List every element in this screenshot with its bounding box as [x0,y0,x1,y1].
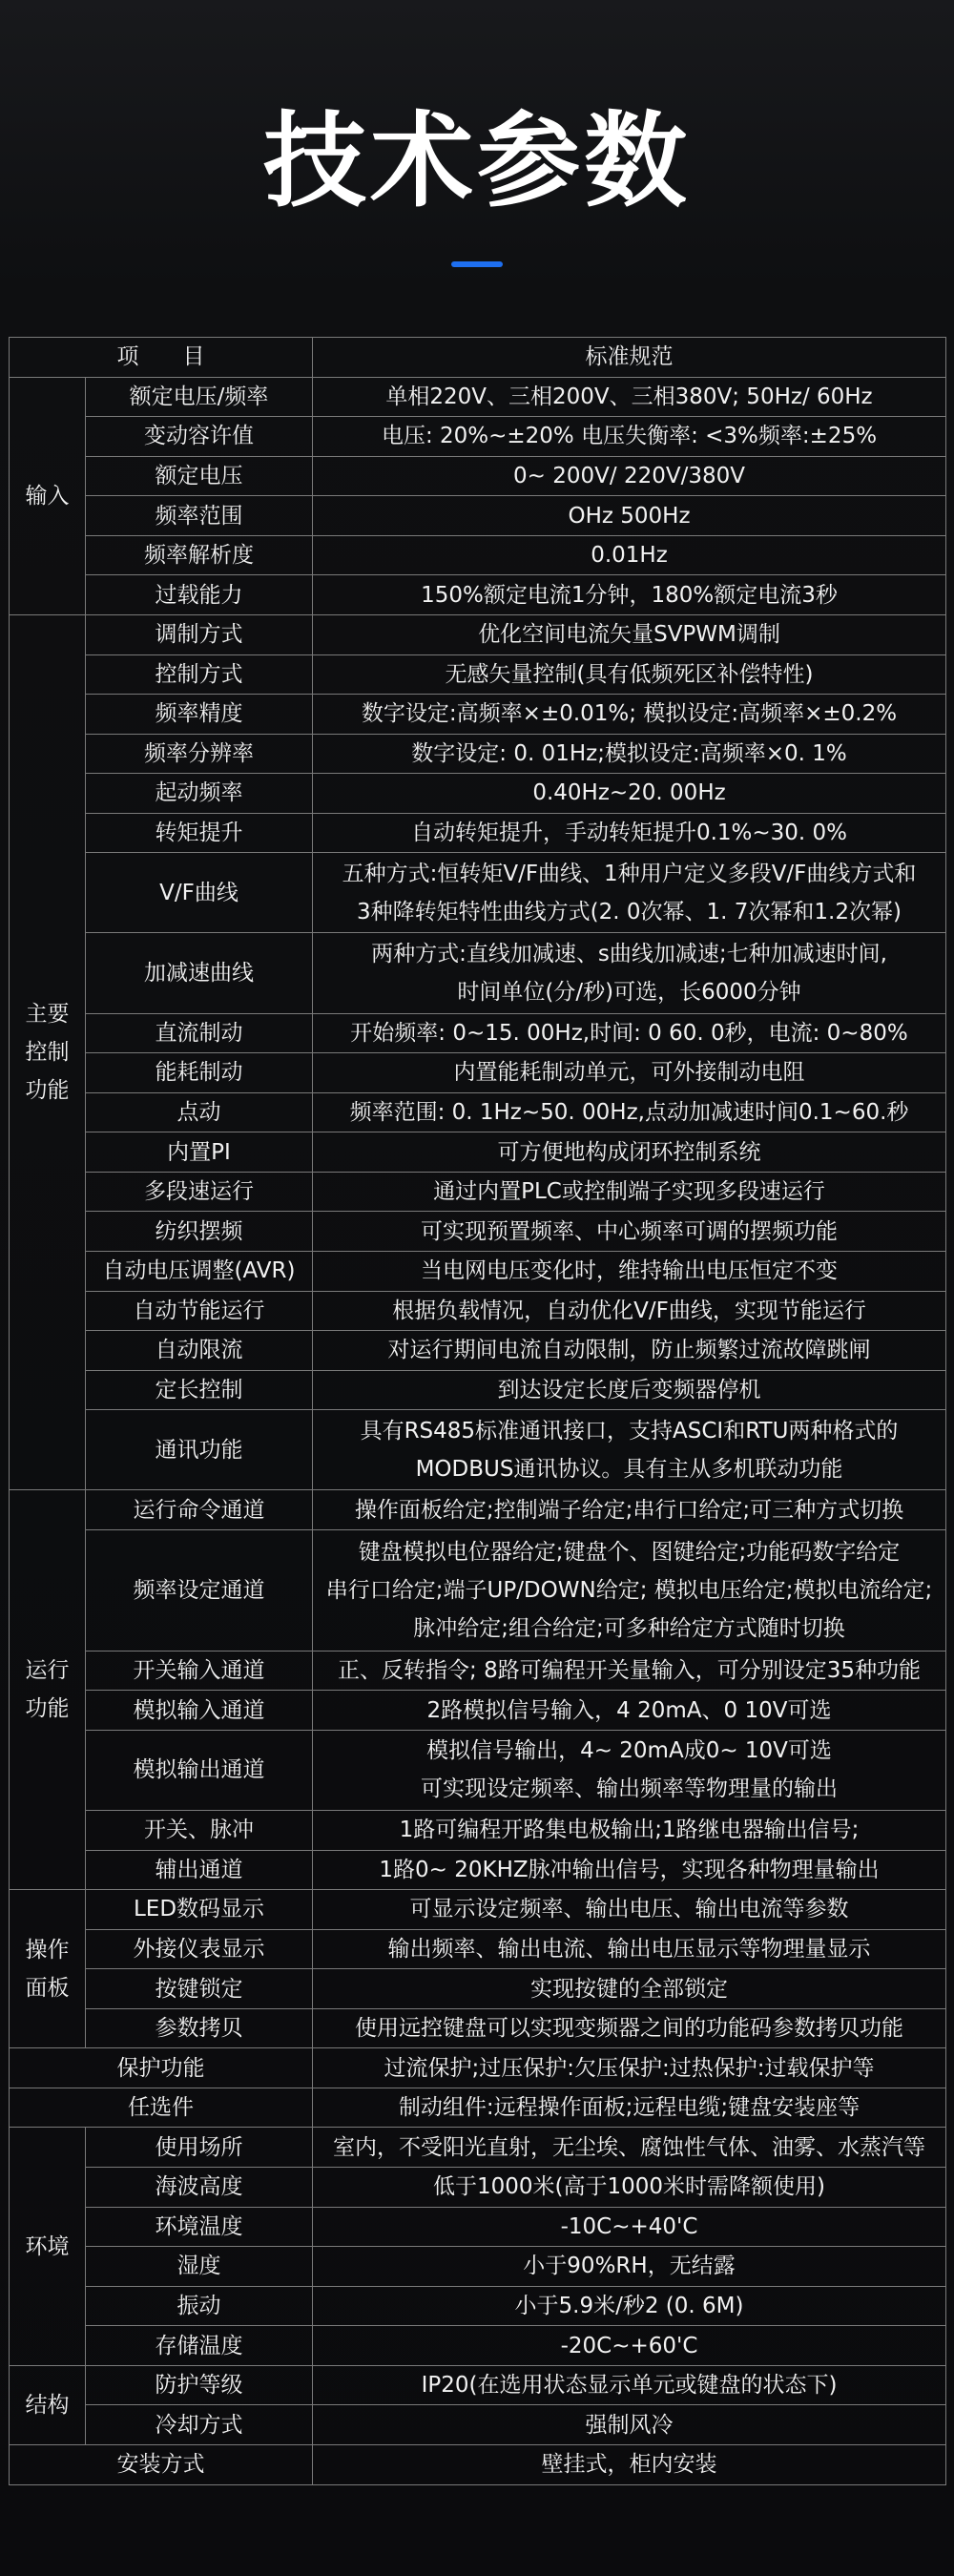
row-label: 冷却方式 [86,2405,313,2445]
row-value [313,417,946,457]
row-value [313,614,946,654]
category-cell [10,1490,86,1890]
table-row [10,654,946,695]
row-value [313,377,946,417]
value-line: 内置能耗制动单元，可外接制动电阻 [453,1060,805,1086]
value-line: 到达设定长度后变频器停机 [497,1377,761,1402]
row-value [313,1850,946,1890]
value-line: -10C~+40'C [560,2213,698,2239]
table-row [10,1890,946,1930]
table-row [10,575,946,615]
row-label: 点动 [86,1092,313,1132]
value-line: 1路0~ 20KHZ脉冲输出信号，实现各种物理量输出 [379,1857,880,1882]
value-line: 串行口给定;端子UP/DOWN给定; 模拟电压给定;模拟电流给定; [325,1577,933,1603]
row-value [313,2286,946,2326]
row-value [313,1132,946,1173]
value-line: IP20(在选用状态显示单元或键盘的状态下) [421,2373,838,2399]
row-label: 起动频率 [86,774,313,814]
row-label: 开关、脉冲 [86,1810,313,1850]
row-value [313,1810,946,1850]
value-line: 1路可编程开路集电极输出;1路继电器输出信号; [399,1818,860,1843]
page-title: 技术参数 [262,102,691,221]
table-row [10,2048,946,2088]
category-label: 主要 [25,1002,70,1028]
value-line: 室内，不受阳光直射，无尘埃、腐蚀性气体、油雾、水蒸汽等 [333,2134,925,2160]
row-value [313,535,946,575]
row-value [313,1929,946,1969]
table-row [10,1529,946,1651]
row-value [313,2168,946,2208]
row-label: 直流制动 [86,1013,313,1053]
spec-table [9,337,946,2485]
value-line: 使用远控键盘可以实现变频器之间的功能码参数拷贝功能 [355,2016,903,2042]
row-label: 频率分辨率 [86,734,313,774]
row-value [313,1331,946,1371]
row-value [313,1172,946,1212]
table-row [10,2168,946,2208]
value-line: 开始频率: 0~15. 00Hz,时间: 0 60. 0秒，电流: 0~80% [350,1020,908,1046]
row-value [313,813,946,853]
row-label: 按键锁定 [86,1969,313,2009]
value-line: 数字设定: 0. 01Hz;模拟设定:高频率×0. 1% [411,740,847,766]
value-line: 3种降转矩特性曲线方式(2. 0次幂、1. 7次幂和1.2次幂) [357,899,902,924]
row-label: 频率解析度 [86,535,313,575]
row-value [313,853,946,933]
row-label: 开关输入通道 [86,1651,313,1691]
row-label: 辅出通道 [86,1850,313,1890]
row-value [313,2008,946,2048]
table-row [10,2326,946,2366]
value-line: 脉冲给定;组合给定;可多种给定方式随时切换 [413,1615,845,1641]
value-line: 过流保护;过压保护:欠压保护:过热保护:过载保护等 [384,2055,875,2081]
value-line: 0.01Hz [591,543,668,569]
value-line: 实现按键的全部锁定 [530,1976,728,2002]
table-row [10,695,946,735]
category-cell [10,614,86,1489]
table-row [10,2286,946,2326]
value-line: 可实现预置频率、中心频率可调的摆频功能 [421,1218,838,1244]
value-line: MODBUS通讯协议。具有主从多机联动功能 [415,1456,843,1482]
table-row [10,2088,946,2128]
row-value [313,734,946,774]
table-row [10,813,946,853]
category-label: 输入 [25,483,70,509]
row-label: 额定电压/频率 [86,377,313,417]
value-line: 0~ 200V/ 220V/380V [513,463,745,488]
table-row [10,1092,946,1132]
value-line: 通过内置PLC或控制端子实现多段速运行 [433,1179,825,1205]
row-label: 模拟输入通道 [86,1691,313,1731]
row-value [313,1529,946,1651]
value-line: 小于90%RH，无结露 [523,2254,736,2279]
table-row [10,853,946,933]
table-row [10,2405,946,2445]
table-row [10,1013,946,1053]
value-line: 强制风冷 [585,2412,674,2438]
table-row [10,1212,946,1252]
row-label: 过载能力 [86,575,313,615]
table-row [10,614,946,654]
table-row [10,774,946,814]
category-label: 功能 [25,1078,70,1104]
value-line: 具有RS485标准通讯接口，支持ASCI和RTU两种格式的 [360,1418,899,1444]
category-label: 操作 [25,1937,70,1963]
row-label: 任选件 [10,2088,313,2128]
table-row [10,1410,946,1490]
value-line: 自动转矩提升，手动转矩提升0.1%~30. 0% [410,821,848,846]
category-cell [10,1890,86,2048]
table-row [10,2207,946,2247]
value-line: 当电网电压变化时，维持输出电压恒定不变 [421,1258,838,1284]
row-value [313,1890,946,1930]
category-label: 运行 [25,1658,70,1684]
category-label: 面板 [25,1975,70,2001]
row-label: 通讯功能 [86,1410,313,1490]
row-label: 定长控制 [86,1370,313,1410]
row-value [313,1370,946,1410]
value-line: 对运行期间电流自动限制，防止频繁过流故障跳闸 [387,1338,871,1363]
category-label: 结构 [25,2392,70,2418]
row-label: 振动 [86,2286,313,2326]
row-value [313,1013,946,1053]
row-label: 自动电压调整(AVR) [86,1252,313,1292]
row-label: 外接仪表显示 [86,1929,313,1969]
row-value [313,2444,946,2484]
row-label: 模拟输出通道 [86,1730,313,1810]
table-row [10,734,946,774]
table-row [10,1331,946,1371]
table-row [10,1929,946,1969]
value-line: 制动组件:远程操作面板;远程电缆;键盘安装座等 [398,2095,861,2121]
row-label: 纺织摆频 [86,1212,313,1252]
value-line: 正、反转指令; 8路可编程开关量输入，可分别设定35种功能 [338,1657,921,1683]
value-line: 可实现设定频率、输出频率等物理量的输出 [421,1776,838,1802]
row-label: 加减速曲线 [86,933,313,1013]
row-value [313,1252,946,1292]
value-line: 150%额定电流1分钟，180%额定电流3秒 [421,582,838,608]
row-label: 转矩提升 [86,813,313,853]
table-row [10,535,946,575]
table-row [10,417,946,457]
row-label: 湿度 [86,2247,313,2287]
table-row [10,456,946,496]
row-value [313,1730,946,1810]
category-cell [10,2365,86,2444]
row-value [313,2326,946,2366]
row-label: LED数码显示 [86,1890,313,1930]
table-row [10,933,946,1013]
category-label: 控制 [25,1040,70,1066]
row-label: 自动节能运行 [86,1291,313,1331]
value-line: 时间单位(分/秒)可选，长6000分钟 [457,980,801,1006]
row-label: 多段速运行 [86,1172,313,1212]
row-value [313,1651,946,1691]
row-value [313,654,946,695]
row-label: 海波高度 [86,2168,313,2208]
value-line: 优化空间电流矢量SVPWM调制 [478,622,780,648]
row-value [313,496,946,536]
value-line: 模拟信号输出，4~ 20mA成0~ 10V可选 [426,1738,832,1764]
value-line: 无感矢量控制(具有低频死区补偿特性) [445,661,814,687]
row-label: 防护等级 [86,2365,313,2405]
value-line: 两种方式:直线加减速、s曲线加减速;七种加减速时间, [371,942,887,967]
row-value [313,695,946,735]
table-header-row [10,338,946,378]
table-row [10,1370,946,1410]
row-value [313,575,946,615]
value-line: 操作面板给定;控制端子给定;串行口给定;可三种方式切换 [354,1497,904,1523]
table-row [10,1490,946,1530]
table-row [10,1132,946,1173]
row-value [313,2365,946,2405]
value-line: 根据负载情况，自动优化V/F曲线，实现节能运行 [392,1298,866,1323]
header-item: 项 目 [10,338,313,378]
value-line: 壁挂式，柜内安装 [541,2452,717,2478]
row-value [313,1092,946,1132]
row-label: 额定电压 [86,456,313,496]
row-label: 变动容许值 [86,417,313,457]
table-row [10,1291,946,1331]
row-value [313,1691,946,1731]
row-label: 自动限流 [86,1331,313,1371]
row-label: 控制方式 [86,654,313,695]
value-line: -20C~+60'C [560,2333,698,2358]
table-row [10,2444,946,2484]
row-label: 使用场所 [86,2128,313,2168]
value-line: 单相220V、三相200V、三相380V; 50Hz/ 60Hz [385,384,873,409]
value-line: 2路模拟信号输入，4 20mA、0 10V可选 [426,1697,832,1723]
table-row [10,2128,946,2168]
table-row [10,1172,946,1212]
value-line: 低于1000米(高于1000米时需降额使用) [432,2174,825,2200]
value-line: 频率范围: 0. 1Hz~50. 00Hz,点动加减速时间0.1~60.秒 [349,1100,909,1126]
table-row [10,2008,946,2048]
header-spec: 标准规范 [313,338,946,378]
value-line: 小于5.9米/秒2 (0. 6M) [514,2294,744,2319]
row-value [313,2048,946,2088]
row-value [313,1410,946,1490]
row-value [313,2088,946,2128]
row-value [313,1490,946,1530]
row-value [313,933,946,1013]
row-value [313,2247,946,2287]
table-row [10,1810,946,1850]
value-line: 输出频率、输出电流、输出电压显示等物理量显示 [387,1936,871,1962]
value-line: 数字设定:高频率×±0.01%; 模拟设定:高频率×±0.2% [361,701,898,727]
value-line: 可方便地构成闭环控制系统 [497,1139,761,1165]
row-label: 频率范围 [86,496,313,536]
row-label: 参数拷贝 [86,2008,313,2048]
table-row [10,1651,946,1691]
row-label: 频率精度 [86,695,313,735]
row-value [313,456,946,496]
category-label: 环境 [25,2233,70,2259]
row-label: 能耗制动 [86,1053,313,1093]
row-label: 运行命令通道 [86,1490,313,1530]
table-row [10,496,946,536]
table-row [10,2247,946,2287]
table-row [10,377,946,417]
table-row [10,1730,946,1810]
value-line: 电压: 20%~±20% 电压失衡率: <3%频率:±25% [381,424,878,449]
row-label: 保护功能 [10,2048,313,2088]
row-value [313,2405,946,2445]
title-accent-bar [451,261,503,267]
category-cell [10,377,86,614]
row-label: 环境温度 [86,2207,313,2247]
value-line: 键盘模拟电位器给定;键盘个、图键给定;功能码数字给定 [358,1539,901,1565]
row-label: 内置PI [86,1132,313,1173]
category-label: 功能 [25,1696,70,1722]
row-value [313,1053,946,1093]
table-row [10,1850,946,1890]
table-row [10,1252,946,1292]
table-row [10,1969,946,2009]
row-label: 存储温度 [86,2326,313,2366]
row-value [313,1969,946,2009]
value-line: 可显示设定频率、输出电压、输出电流等参数 [409,1897,849,1922]
row-label: V/F曲线 [86,853,313,933]
row-value [313,1291,946,1331]
table-row [10,1691,946,1731]
spec-table-body [10,338,946,2485]
value-line: 0.40Hz~20. 00Hz [532,780,726,806]
row-value [313,2207,946,2247]
table-row [10,2365,946,2405]
row-label: 调制方式 [86,614,313,654]
table-row [10,1053,946,1093]
row-label: 安装方式 [10,2444,313,2484]
category-cell [10,2128,86,2365]
value-line: 五种方式:恒转矩V/F曲线、1种用户定义多段V/F曲线方式和 [342,861,917,886]
value-line: OHz 500Hz [568,503,691,529]
row-value [313,2128,946,2168]
row-value [313,774,946,814]
row-value [313,1212,946,1252]
row-label: 频率设定通道 [86,1529,313,1651]
